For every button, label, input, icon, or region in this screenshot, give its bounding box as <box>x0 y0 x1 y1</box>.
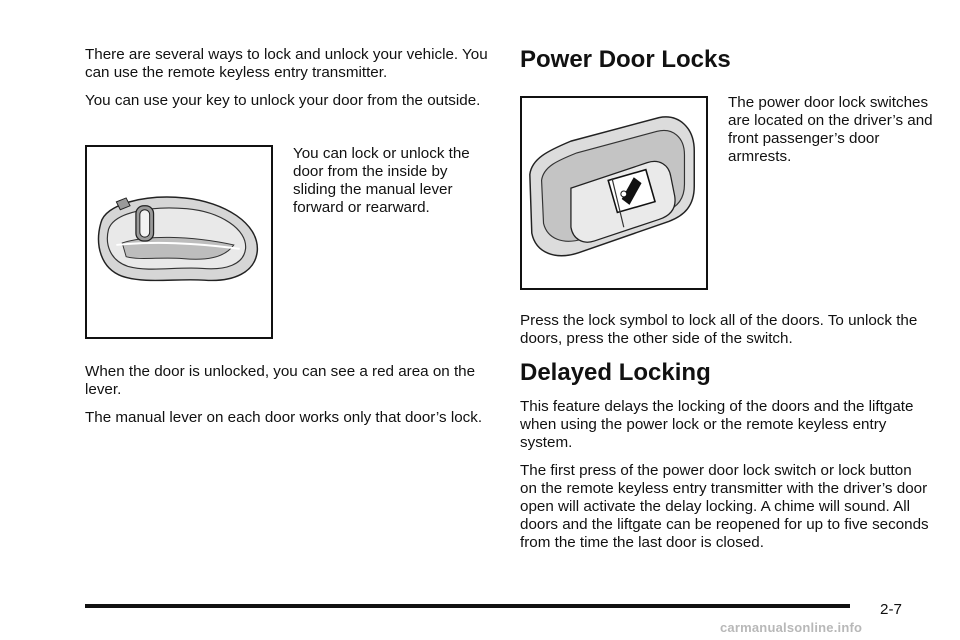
manual-lever-paragraph: The manual lever on each door works only that door’s lock. <box>85 409 483 426</box>
delay-feature-paragraph: This feature delays the locking of the doors and the liftgate when using the power lock or the remote keyless entry system. <box>520 398 914 451</box>
key-unlock-paragraph: You can use your key to unlock your door from the outside. <box>85 92 481 109</box>
page-number: 2-7 <box>880 601 902 618</box>
power-lock-caption: The power door lock switches are located on the driver’s and front passenger’s door armrests. <box>728 94 933 165</box>
footer-rule <box>85 604 850 608</box>
door-lever-figure <box>85 145 273 339</box>
power-lock-switch-illustration <box>522 98 706 288</box>
lock-symbol-paragraph: Press the lock symbol to lock all of the doors. To unlock the doors, press the other side of the switch. <box>520 312 918 347</box>
intro-paragraph: There are several ways to lock and unlock your vehicle. You can use the remote keyless entry transmitter. <box>85 46 488 81</box>
door-lever-illustration <box>87 147 271 337</box>
power-lock-figure <box>520 96 708 290</box>
red-area-paragraph: When the door is unlocked, you can see a red area on the lever. <box>85 363 476 398</box>
left-column <box>85 46 495 110</box>
lever-caption: You can lock or unlock the door from the inside by sliding the manual lever forward or rearward. <box>293 145 470 216</box>
heading-power-door-locks: Power Door Locks <box>520 46 731 73</box>
watermark: carmanualsonline.info <box>720 620 863 635</box>
first-press-paragraph: The first press of the power door lock switch or lock button on the remote keyless entry transmitter with the driver’s door open will activate the delay locking. A chime will sound. All doors and the liftgate can be reopened for up to five seconds from the time the last door is closed. <box>520 462 929 551</box>
heading-delayed-locking: Delayed Locking <box>520 359 711 386</box>
